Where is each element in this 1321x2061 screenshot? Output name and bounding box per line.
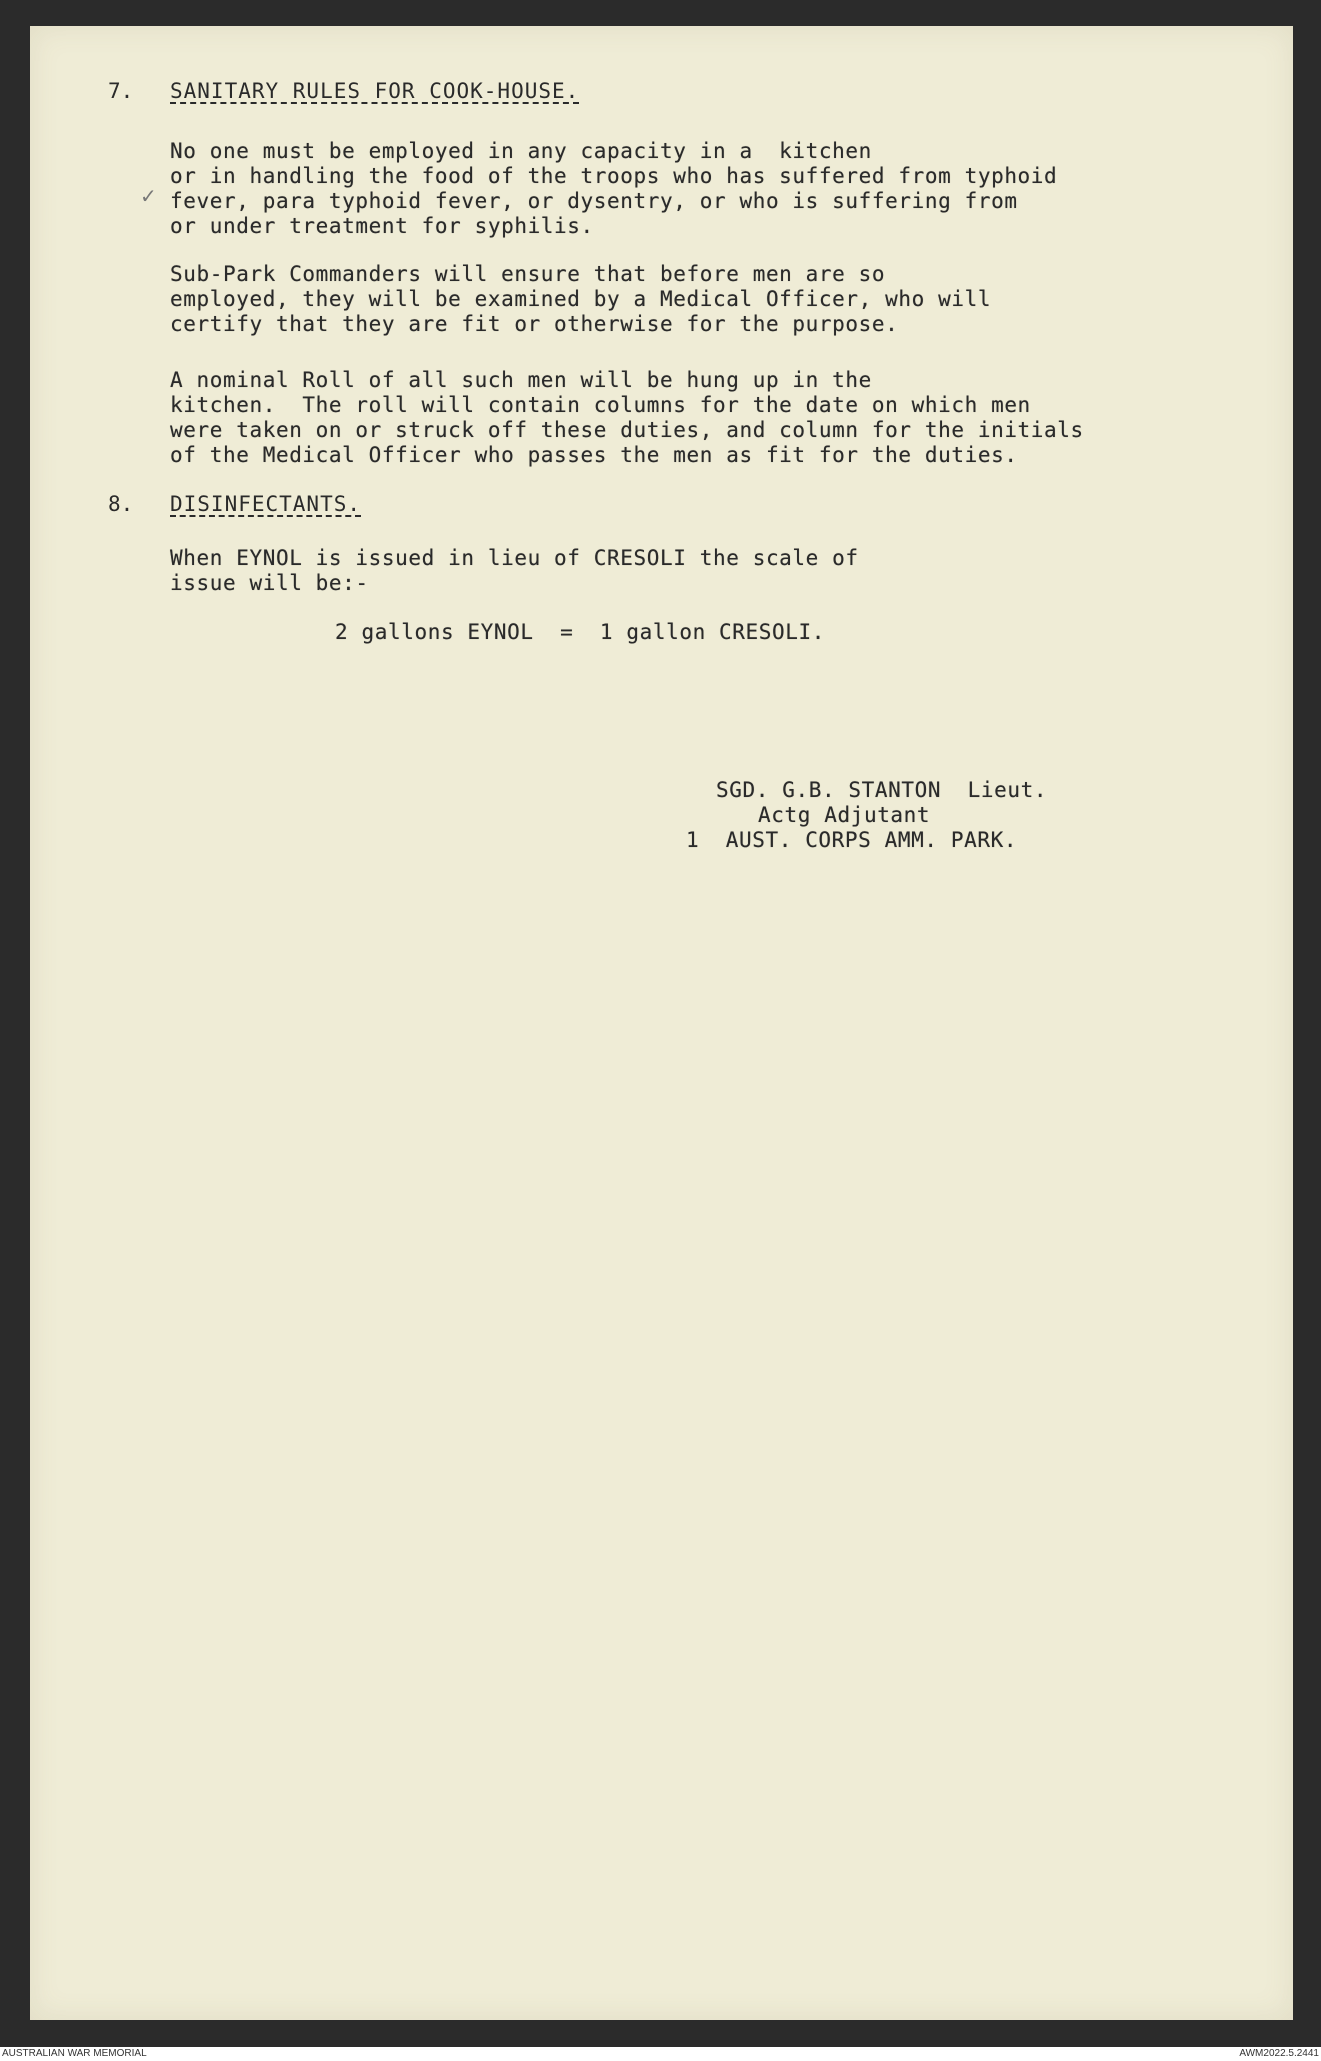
section-7-paragraph-2: Sub-Park Commanders will ensure that before men are so employed, they will be examined by a Medical Officer, who will certify that they are fit or otherwise for the purpose. — [170, 262, 992, 336]
signature-line-2: Actg Adjutant — [758, 803, 931, 827]
section-8-equation: 2 gallons EYNOL = 1 gallon CRESOLI. — [335, 620, 825, 644]
section-8-heading: DISINFECTANTS. — [170, 492, 362, 516]
section-7-heading: SANITARY RULES FOR COOK-HOUSE. — [170, 79, 580, 103]
footer-institution: AUSTRALIAN WAR MEMORIAL — [2, 2048, 147, 2059]
section-7-paragraph-3: A nominal Roll of all such men will be hung up in the kitchen. The roll will contain columns for the date on which men were taken on or struck off these duties, and column for the initials of the Medical Officer who passes the men as fit for the duties. — [170, 368, 1084, 467]
archive-footer — [0, 2047, 1321, 2061]
section-7-paragraph-1: No one must be employed in any capacity in a kitchen or in handling the food of the troops who has suffered from typhoid fever, para typhoid fever, or dysentry, or who is suffering from or under treatment for syphilis. — [170, 139, 1058, 238]
section-7-number: 7. — [108, 79, 134, 103]
section-8-paragraph-1: When EYNOL is issued in lieu of CRESOLI the scale of issue will be:- — [170, 546, 859, 595]
document-page — [30, 26, 1293, 2020]
footer-reference: AWM2022.5.2441 — [1239, 2048, 1319, 2059]
section-8-number: 8. — [108, 492, 134, 516]
margin-tick-mark: ✓ — [140, 184, 157, 208]
signature-line-1: SGD. G.B. STANTON Lieut. — [716, 778, 1048, 802]
signature-line-3: 1 AUST. CORPS AMM. PARK. — [686, 828, 1018, 852]
